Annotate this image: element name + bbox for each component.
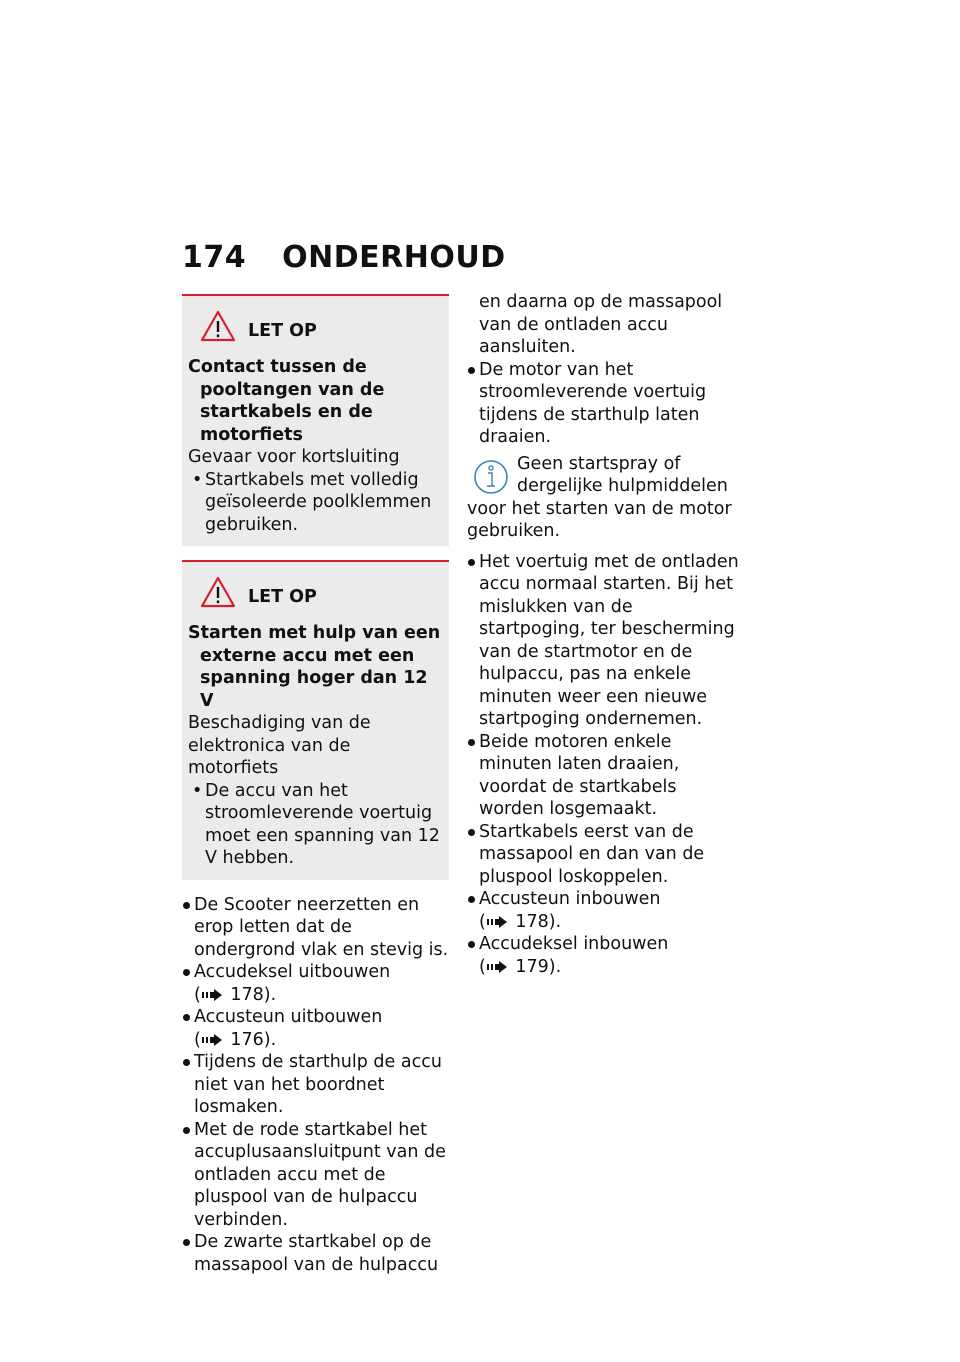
warning-label: LET OP <box>248 321 317 341</box>
page-reference[interactable]: 178). <box>230 984 277 1005</box>
warning-header <box>200 310 441 342</box>
list-item: De Scooter neerzetten en erop letten dat de ondergrond vlak en stevig is. <box>182 894 449 962</box>
info-icon <box>473 457 509 497</box>
warning-item: • De accu van het stroomleverende voertuig moet een spanning van 12 V hebben. <box>188 780 441 870</box>
continuation-text: en daarna op de massapool van de ontladen accu aansluiten. <box>479 292 723 357</box>
list-item: De zwarte startkabel op de massapool van de hulpaccu <box>182 1231 449 1276</box>
warning-triangle-icon <box>200 576 236 608</box>
page-reference[interactable]: 178). <box>515 911 562 932</box>
page-reference[interactable]: 179). <box>515 956 562 977</box>
page-reference[interactable]: 176). <box>230 1029 277 1050</box>
list-item: Accudeksel inbouwen ( 179). <box>467 933 739 978</box>
warning-title: Contact tussen de pooltangen van de startkabels en de motorfiets <box>188 357 385 445</box>
list-item: Het voertuig met de ontladen accu normaal starten. Bij het mislukken van de startpoging, ter bescherming van de startmotor en de hulpaccu, pas na enkele minuten weer een nieuwe startpoging ondernemen. <box>467 551 739 731</box>
page-reference-arrow-icon <box>487 961 507 973</box>
list-item: Beide motoren enkele minuten laten draaien, voordat de startkabels worden losgemaakt. <box>467 731 739 821</box>
warning-box <box>182 560 449 880</box>
list-item: Accudeksel uitbouwen ( 178). <box>182 961 449 1006</box>
warning-description: Beschadiging van de elektronica van de motorfiets <box>188 713 371 778</box>
list-item: De motor van het stroomleverende voertuig tijdens de starthulp laten draaien. <box>467 359 739 449</box>
warning-triangle-icon <box>200 310 236 342</box>
list-item: Startkabels eerst van de massapool en dan van de pluspool loskoppelen. <box>467 821 739 889</box>
list-item: Tijdens de starthulp de accu niet van het boordnet losmaken. <box>182 1051 449 1119</box>
list-item: Accusteun inbouwen ( 178). <box>467 888 739 933</box>
page-header <box>182 240 506 275</box>
warning-description: Gevaar voor kortsluiting <box>188 447 400 467</box>
page-reference-arrow-icon <box>202 989 222 1001</box>
warning-header <box>200 576 441 608</box>
note-text: Geen startspray of dergelijke hulpmiddelen voor het starten van de motor gebruiken. <box>467 453 732 541</box>
warning-item: • Startkabels met volledig geïsoleerde poolklemmen gebruiken. <box>188 469 441 537</box>
page-reference-arrow-icon <box>487 916 507 928</box>
page-number: 174 <box>182 240 247 275</box>
note-box <box>467 453 739 543</box>
list-item: Accusteun uitbouwen ( 176). <box>182 1006 449 1051</box>
right-column <box>467 291 739 978</box>
warning-label: LET OP <box>248 587 317 607</box>
left-column <box>182 294 449 1276</box>
page-reference-arrow-icon <box>202 1034 222 1046</box>
warning-box <box>182 294 449 546</box>
warning-title: Starten met hulp van een externe accu met een spanning hoger dan 12 V <box>188 623 441 711</box>
section-title: ONDERHOUD <box>282 240 506 275</box>
list-item: Met de rode startkabel het accuplusaansluitpunt van de ontladen accu met de pluspool van de hulpaccu verbinden. <box>182 1119 449 1232</box>
